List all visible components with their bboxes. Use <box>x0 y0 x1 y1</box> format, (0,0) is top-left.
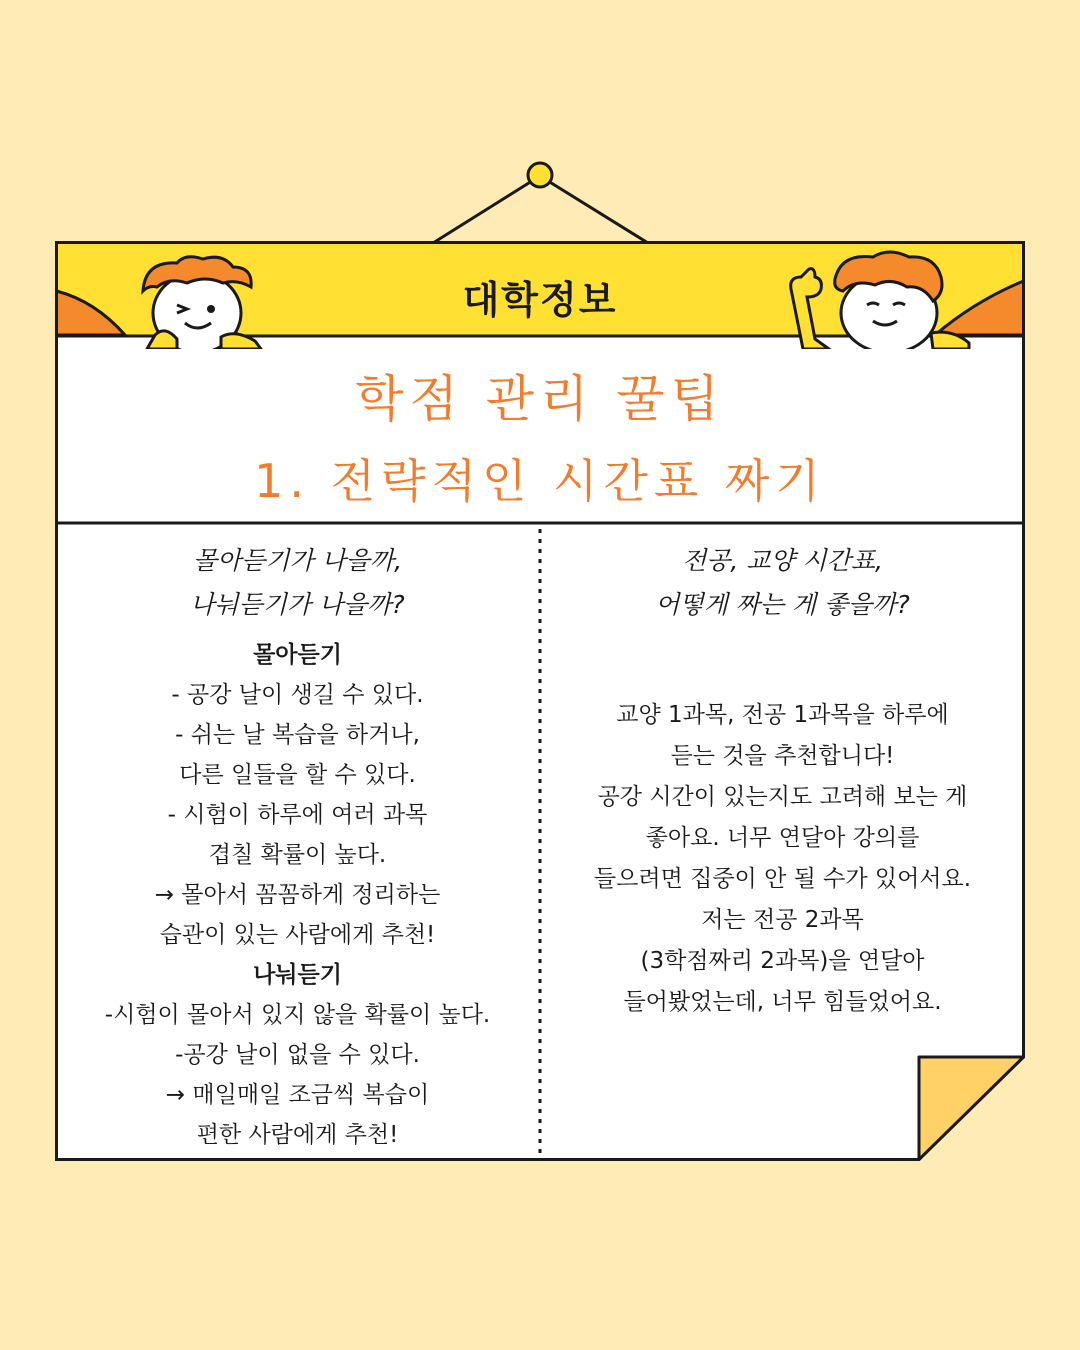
left-text-line: -공강 날이 없을 수 있다. <box>175 1042 420 1068</box>
sub-title: 1. 전략적인 시간표 짜기 <box>254 454 826 508</box>
header-title: 대학정보 <box>462 278 618 322</box>
right-text-line: 들어봤었는데, 너무 힘들었어요. <box>623 989 942 1015</box>
right-text-line: 듣는 것을 추천합니다! <box>670 743 895 769</box>
left-text-line: -시험이 몰아서 있지 않을 확률이 높다. <box>104 1002 491 1028</box>
right-text-line: 들으려면 집중이 안 될 수가 있어서요. <box>593 866 972 892</box>
left-text-line: 편한 사람에게 추천! <box>196 1122 399 1148</box>
left-text-line: - 시험이 하루에 여러 과목 <box>167 802 428 828</box>
left-text-line: 겹칠 확률이 높다. <box>208 842 387 868</box>
right-text-line: 공강 시간이 있는지도 고려해 보는 게 <box>597 784 968 810</box>
right-text-line: 저는 전공 2과목 <box>701 907 864 933</box>
left-question-line: 몰아듣기가 나을까, <box>192 546 403 575</box>
section-heading-split: 나눠듣기 <box>253 962 342 988</box>
hanger-pin-icon <box>528 163 552 187</box>
right-text-line: 교양 1과목, 전공 1과목을 하루에 <box>616 702 949 728</box>
left-text-line: → 매일매일 조금씩 복습이 <box>165 1082 430 1108</box>
right-body <box>550 695 1015 1023</box>
section-heading-lump: 몰아듣기 <box>253 642 342 668</box>
main-title: 학점 관리 꿀팁 <box>355 370 725 428</box>
notice-board <box>55 241 1025 1161</box>
hanger-string <box>0 0 1080 260</box>
left-text-line: 다른 일들을 할 수 있다. <box>179 762 416 788</box>
right-question-line: 전공, 교양 시간표, <box>682 546 883 575</box>
left-column <box>65 539 530 1155</box>
left-text-line: → 몰아서 꼼꼼하게 정리하는 <box>154 882 441 908</box>
right-column <box>550 539 1015 1023</box>
left-text-line: 습관이 있는 사람에게 추천! <box>159 922 436 948</box>
right-question-line: 어떻게 짜는 게 좋을까? <box>655 590 910 619</box>
title-area <box>55 337 1025 523</box>
left-question-line: 나눠듣기가 나을까? <box>190 590 405 619</box>
left-text-line: - 공강 날이 생길 수 있다. <box>171 682 424 708</box>
right-text-line: (3학점짜리 2과목)을 연달아 <box>640 948 925 974</box>
left-text-line: - 쉬는 날 복습을 하거나, <box>175 722 420 748</box>
right-text-line: 좋아요. 너무 연달아 강의를 <box>645 825 920 851</box>
